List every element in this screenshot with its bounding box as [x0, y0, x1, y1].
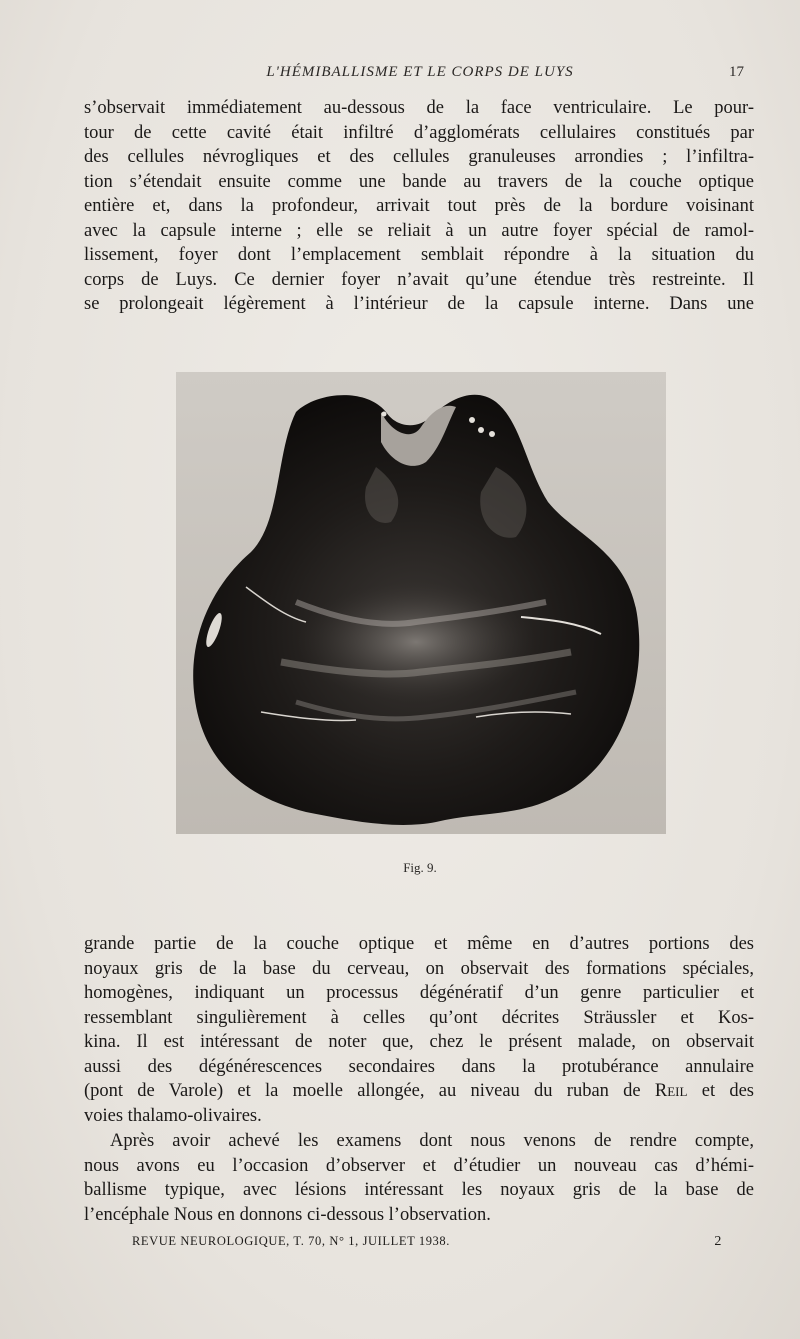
page-header: [88, 64, 752, 86]
text-line: aussi des dégénérescences secondaires dans la protubérance annulaire: [84, 1056, 754, 1077]
text-fragment: et des: [687, 1081, 754, 1101]
text-line: tour de cette cavité était infiltré d’agglomérats cellulaires constitués par: [84, 122, 754, 143]
text-line: ballisme typique, avec lésions intéressant les noyaux gris de la base de: [84, 1180, 754, 1200]
text-line: Après avoir achevé les examens dont nous venons de rendre compte,: [110, 1131, 754, 1151]
text-line: l’encéphale Nous en donnons ci-dessous l’observation.: [84, 1204, 491, 1225]
text-line: des cellules névrogliques et des cellules granuleuses arrondies ; l’infiltra-: [84, 147, 754, 167]
text-line: s’observait immédiatement au-dessous de la face ventriculaire. Le pour-: [84, 98, 754, 118]
text-line: kina. Il est intéressant de noter que, chez le présent malade, on observait: [84, 1032, 754, 1052]
text-line: entière et, dans la profondeur, arrivait tout près de la bordure voisinant: [84, 196, 754, 216]
text-line: grande partie de la couche optique et même en d’autres portions des: [84, 934, 754, 954]
text-line: lissement, foyer dont l’emplacement semblait répondre à la situation du: [84, 245, 754, 265]
text-line: voies thalamo-olivaires.: [84, 1105, 262, 1126]
text-line: [84, 1079, 754, 1104]
page-footer: [132, 1234, 722, 1254]
text-line: homogènes, indiquant un processus dégénératif d’un genre particulier et: [84, 983, 754, 1003]
page-number: 17: [729, 64, 744, 80]
text-line: corps de Luys. Ce dernier foyer n’avait qu’une étendue très restreinte. Il: [84, 269, 754, 290]
journal-citation: REVUE NEUROLOGIQUE, T. 70, N° 1, JUILLET 1938.: [132, 1234, 450, 1248]
text-line: ressemblant singulièrement à celles qu’ont décrites Sträussler et Kos-: [84, 1007, 754, 1028]
text-line: nous avons eu l’occasion d’observer et d’étudier un nouveau cas d’hémi-: [84, 1155, 754, 1176]
author-name-reil: Reil: [654, 1081, 688, 1101]
text-fragment: (pont de Varole) et la moelle allongée, au niveau du ruban de: [84, 1081, 655, 1101]
brain-section-image: [176, 372, 666, 834]
running-head: L'HÉMIBALLISME ET LE CORPS DE LUYS: [266, 64, 574, 80]
paragraph-1: [84, 96, 754, 317]
text-line: noyaux gris de la base du cerveau, on observait des formations spéciales,: [84, 958, 754, 979]
brain-section-figure: [176, 372, 666, 834]
text-line: se prolongeait légèrement à l’intérieur de la capsule interne. Dans une: [84, 294, 754, 314]
signature-number: 2: [714, 1234, 722, 1249]
text-line: avec la capsule interne ; elle se reliait à un autre foyer spécial de ramol-: [84, 220, 754, 241]
paragraph-3: [84, 1129, 754, 1227]
paragraph-2: [84, 932, 754, 1128]
figure-caption: Fig. 9.: [403, 860, 437, 875]
text-line: tion s’étendait ensuite comme une bande au travers de la couche optique: [84, 171, 754, 192]
